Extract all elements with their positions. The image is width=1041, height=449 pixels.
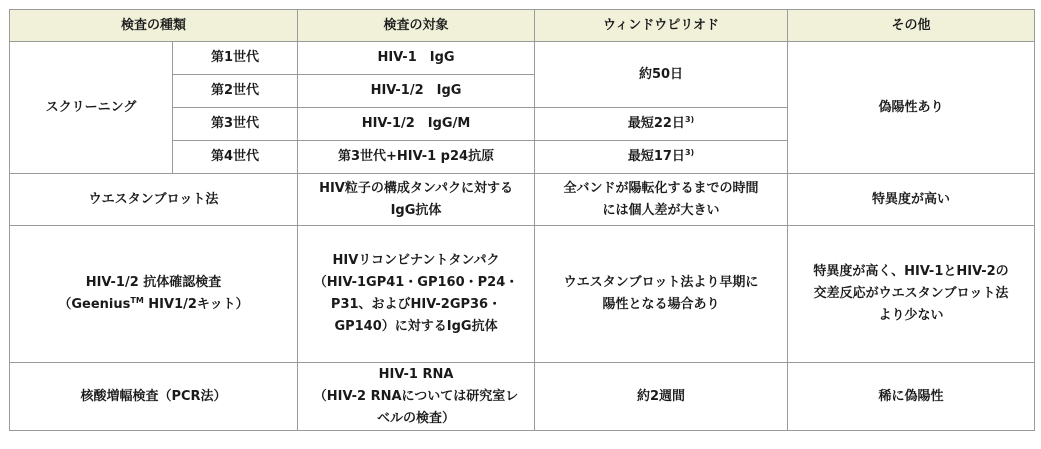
target-line: GP140）に対するIgG抗体 xyxy=(334,319,498,334)
target-line: HIVリコンビナントタンパク xyxy=(332,253,500,268)
header-row xyxy=(10,10,1035,42)
type-line: HIV-1/2 抗体確認検査 xyxy=(85,275,222,290)
other-cell: 特異度が高い xyxy=(788,174,1035,226)
header-window-period: ウィンドウピリオド xyxy=(535,10,788,42)
generation-cell: 第4世代 xyxy=(173,141,298,174)
target-line: HIV-1 RNA xyxy=(378,366,454,382)
target-line: IgG抗体 xyxy=(390,202,442,218)
header-test-type: 検査の種類 xyxy=(10,10,298,42)
target-cell xyxy=(298,226,535,363)
target-line: （HIV-2 RNAについては研究室レ xyxy=(313,388,519,404)
target-cell: HIV-1/2 IgG/M xyxy=(298,108,535,141)
window-line: 陽性となる場合あり xyxy=(602,297,720,312)
window-line: ウエスタンブロット法より早期に xyxy=(563,275,759,290)
generation-cell: 第3世代 xyxy=(173,108,298,141)
window-cell xyxy=(535,226,788,363)
target-line: ベルの検査） xyxy=(377,410,456,426)
window-text: 最短22日 xyxy=(627,116,685,131)
other-line: 交差反応がウエスタンブロット法 xyxy=(813,286,1009,301)
table-row xyxy=(10,363,1035,431)
type-text: （Geenius xyxy=(58,297,131,312)
target-cell: HIV-1/2 IgG xyxy=(298,75,535,108)
hiv-test-table xyxy=(9,9,1035,431)
trademark-superscript: TM xyxy=(130,296,144,305)
generation-cell: 第2世代 xyxy=(173,75,298,108)
window-cell xyxy=(535,108,788,141)
target-cell xyxy=(298,363,535,431)
table-row xyxy=(10,42,1035,75)
window-line: には個人差が大きい xyxy=(602,202,720,218)
reference-superscript: 3) xyxy=(684,148,695,157)
other-cell: 偽陽性あり xyxy=(788,42,1035,174)
test-type-cell: ウエスタンブロット法 xyxy=(10,174,298,226)
header-test-target: 検査の対象 xyxy=(298,10,535,42)
generation-cell: 第1世代 xyxy=(173,42,298,75)
window-cell xyxy=(535,174,788,226)
header-other: その他 xyxy=(788,10,1035,42)
other-line: より少ない xyxy=(878,308,944,323)
target-line: P31、およびHIV-2GP36・ xyxy=(330,297,502,312)
test-type-cell xyxy=(10,226,298,363)
window-cell: 約50日 xyxy=(535,42,788,108)
type-line xyxy=(16,294,291,316)
table-row xyxy=(10,226,1035,363)
window-cell: 約2週間 xyxy=(535,363,788,431)
type-text: HIV1/2キット） xyxy=(143,297,249,312)
other-cell xyxy=(788,226,1035,363)
target-line: （HIV-1GP41・GP160・P24・ xyxy=(313,275,519,290)
target-cell: HIV-1 IgG xyxy=(298,42,535,75)
test-type-cell: 核酸増幅検査（PCR法） xyxy=(10,363,298,431)
window-line: 全バンドが陽転化するまでの時間 xyxy=(563,180,759,196)
table-row xyxy=(10,174,1035,226)
reference-superscript: 3) xyxy=(684,115,695,124)
target-cell: 第3世代+HIV-1 p24抗原 xyxy=(298,141,535,174)
window-cell xyxy=(535,141,788,174)
hiv-test-table-container xyxy=(9,9,1035,431)
target-cell xyxy=(298,174,535,226)
screening-type-cell: スクリーニング xyxy=(10,42,173,174)
target-line: HIV粒子の構成タンパクに対する xyxy=(319,180,513,196)
window-text: 最短17日 xyxy=(627,149,685,164)
other-line: 特異度が高く、HIV-1とHIV-2の xyxy=(813,264,1009,279)
other-cell: 稀に偽陽性 xyxy=(788,363,1035,431)
